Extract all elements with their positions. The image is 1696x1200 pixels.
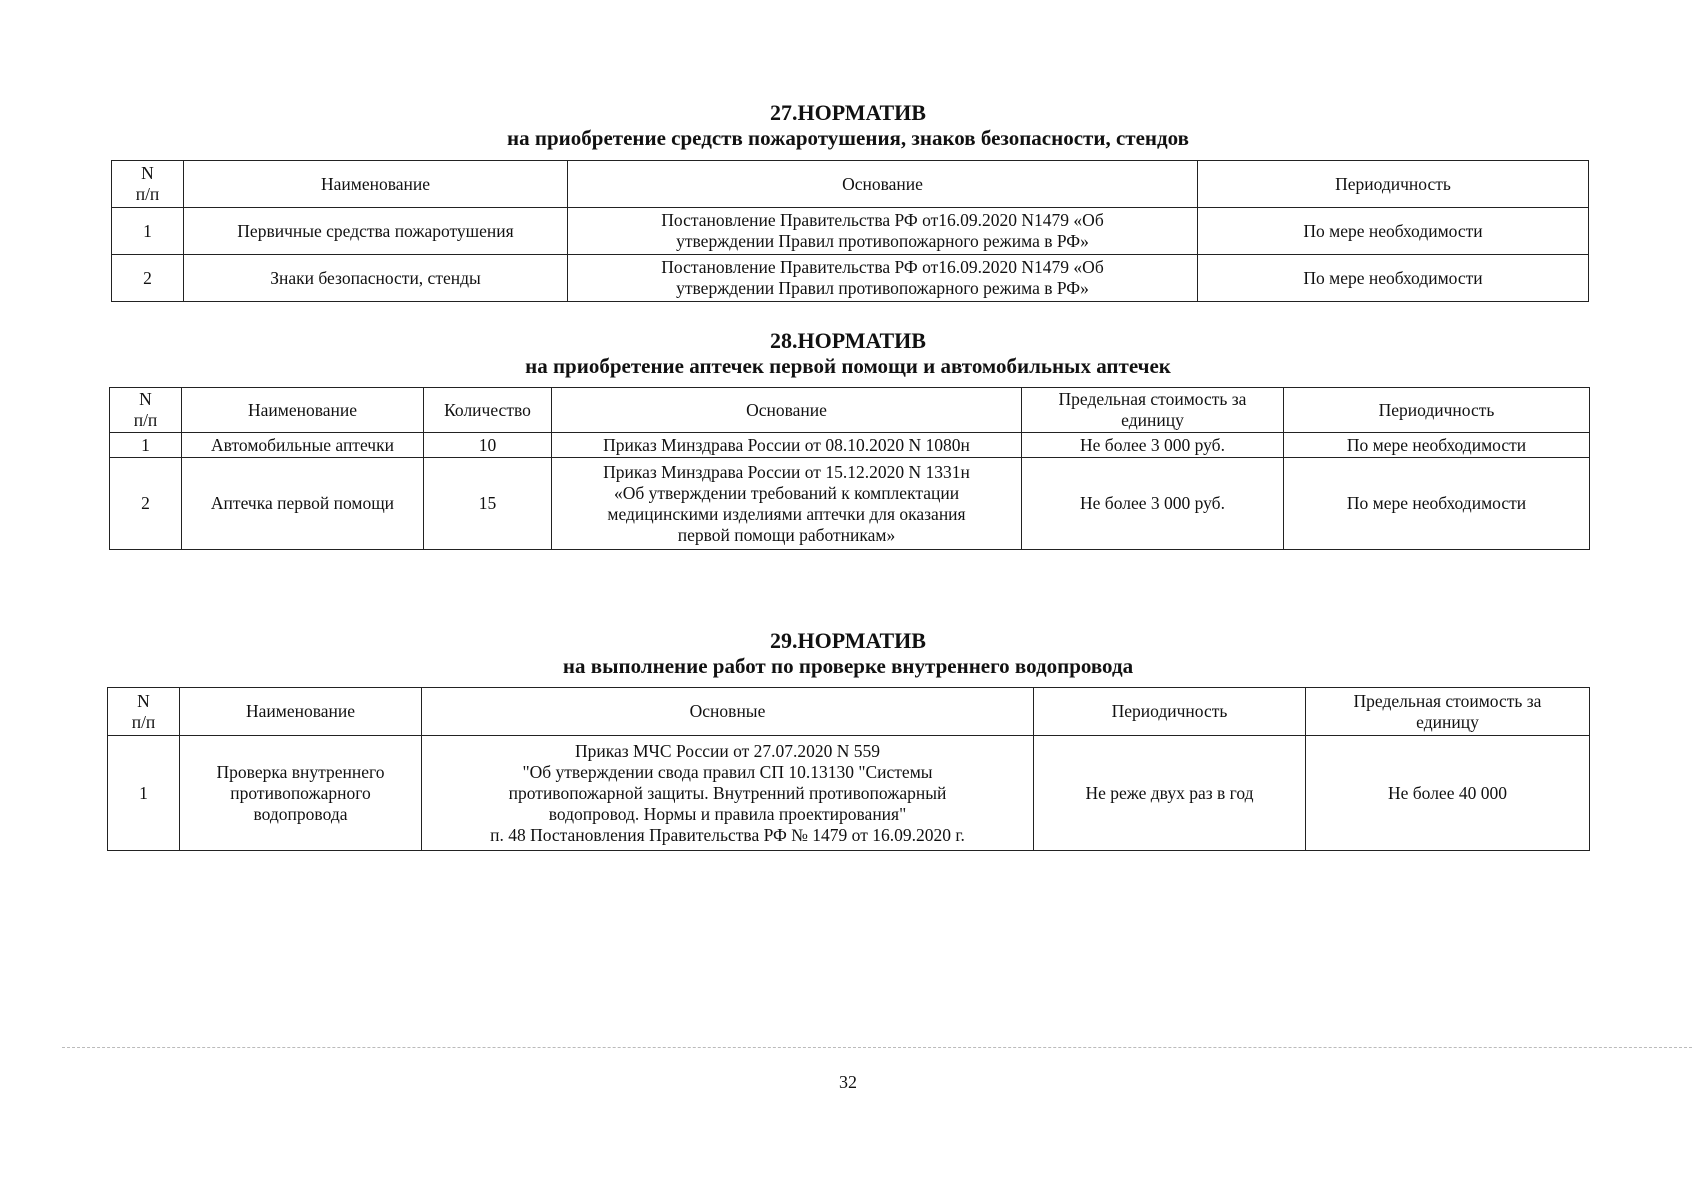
table-29 [107,687,1590,851]
section-27-subtitle: на приобретение средств пожаротушения, знаков безопасности, стендов [507,126,1189,150]
header-cell: Основные [422,688,1034,736]
section-28-header [0,328,1696,378]
section-28-subtitle: на приобретение аптечек первой помощи и автомобильных аптечек [525,354,1171,378]
table-cell: Первичные средства пожаротушения [184,208,568,255]
table-27-header-row [112,161,1589,208]
table-cell: Постановление Правительства РФ от16.09.2020 N1479 «Об утверждении Правил противопожарного режима в РФ» [568,208,1198,255]
table-cell: По мере необходимости [1284,458,1590,550]
page-divider [62,1047,1692,1048]
header-cell: N п/п [112,161,184,208]
table-cell: По мере необходимости [1284,433,1590,458]
section-27-title: 27.НОРМАТИВ [770,100,926,125]
table-cell: Знаки безопасности, стенды [184,255,568,302]
table-row [110,433,1590,458]
header-cell: Наименование [180,688,422,736]
table-row [110,458,1590,550]
header-cell: N п/п [108,688,180,736]
table-cell: 1 [110,433,182,458]
table-cell: Приказ Минздрава России от 08.10.2020 N 1080н [552,433,1022,458]
header-cell: N п/п [110,388,182,433]
header-cell: Основание [568,161,1198,208]
section-29-subtitle: на выполнение работ по проверке внутреннего водопровода [562,654,1134,678]
table-cell: Приказ Минздрава России от 15.12.2020 N 1331н «Об утверждении требований к комплектации медицинскими изделиями аптечки для оказания первой помощи работникам» [552,458,1022,550]
table-cell: Постановление Правительства РФ от16.09.2020 N1479 «Об утверждении Правил противопожарного режима в РФ» [568,255,1198,302]
table-29-header-row [108,688,1590,736]
section-29-title: 29.НОРМАТИВ [770,628,926,653]
table-27 [111,160,1589,302]
header-cell: Количество [424,388,552,433]
table-row [112,255,1589,302]
table-cell: Не реже двух раз в год [1034,736,1306,851]
header-cell: Предельная стоимость за единицу [1306,688,1590,736]
header-cell: Наименование [182,388,424,433]
table-cell: 1 [112,208,184,255]
table-cell: Автомобильные аптечки [182,433,424,458]
section-27-header [0,100,1696,150]
header-cell: Предельная стоимость за единицу [1022,388,1284,433]
table-cell: Проверка внутреннего противопожарного водопровода [180,736,422,851]
header-cell: Периодичность [1198,161,1589,208]
table-cell: 15 [424,458,552,550]
page-number: 32 [839,1072,857,1092]
table-cell: 1 [108,736,180,851]
section-28-title: 28.НОРМАТИВ [770,328,926,353]
header-cell: Периодичность [1284,388,1590,433]
table-cell: Не более 3 000 руб. [1022,458,1284,550]
table-cell: По мере необходимости [1198,208,1589,255]
table-cell: Не более 40 000 [1306,736,1590,851]
table-cell: Не более 3 000 руб. [1022,433,1284,458]
table-cell: 2 [110,458,182,550]
table-cell: Приказ МЧС России от 27.07.2020 N 559 "Об утверждении свода правил СП 10.13130 "Системы противопожарной защиты. Внутренний противопожарный водопровод. Нормы и правила проектирования" п. 48 Постановления Правительства РФ № 1479 от 16.09.2020 г. [422,736,1034,851]
table-cell: 10 [424,433,552,458]
header-cell: Наименование [184,161,568,208]
table-28 [109,387,1590,550]
table-row [112,208,1589,255]
header-cell: Основание [552,388,1022,433]
table-cell: По мере необходимости [1198,255,1589,302]
table-row [108,736,1590,851]
table-28-header-row [110,388,1590,433]
table-cell: Аптечка первой помощи [182,458,424,550]
section-29-header [0,628,1696,678]
header-cell: Периодичность [1034,688,1306,736]
table-cell: 2 [112,255,184,302]
